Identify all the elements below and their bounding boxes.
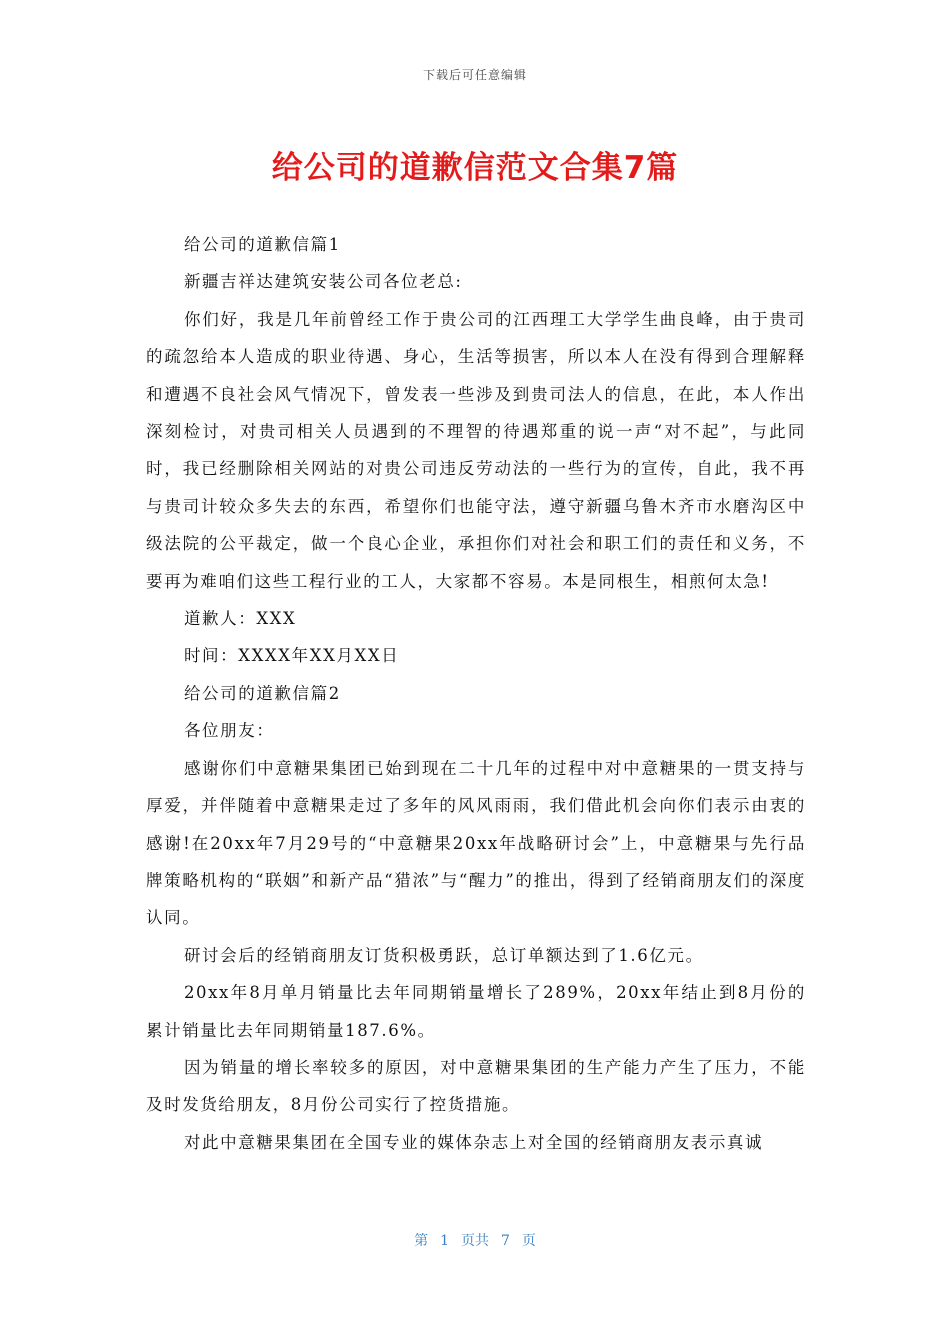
footer-page-number: 1 xyxy=(440,1233,449,1249)
paragraph: 你们好，我是几年前曾经工作于贵公司的江西理工大学学生曲良峰，由于贵司的疏忽给本人造成的职业待遇、身心，生活等损害，所以本人在没有得到合理解释和遭遇不良社会风气情况下，曾发表一些涉及到贵司法人的信息，在此，本人作出深刻检讨，对贵司相关人员遇到的不理智的待遇郑重的说一声“对不起”，与此同时，我已经删除相关网站的对贵公司违反劳动法的一些行为的宣传，自此，我不再与贵司计较众多失去的东西，希望你们也能守法，遵守新疆乌鲁木齐市水磨沟区中级法院的公平裁定，做一个良心企业，承担你们对社会和职工们的责任和义务，不要再为难咱们这些工程行业的工人，大家都不容易。本是同根生，相煎何太急! xyxy=(146,309,806,591)
paragraph: 给公司的道歉信篇2 xyxy=(183,683,341,703)
paragraph: 道歉人：XXX xyxy=(183,609,297,629)
page-header: 下载后可任意编辑 xyxy=(422,68,527,82)
paragraph: 各位朋友： xyxy=(183,721,275,741)
footer-prefix: 第 xyxy=(414,1233,429,1249)
paragraph: 新疆吉祥达建筑安装公司各位老总: xyxy=(183,272,463,292)
footer-suffix: 页 xyxy=(521,1233,536,1249)
paragraph: 研讨会后的经销商朋友订货积极勇跃，总订单额达到了1.6亿元。 xyxy=(183,945,704,965)
paragraph: 时间：XXXX年XX月XX日 xyxy=(183,646,400,666)
paragraph: 给公司的道歉信篇1 xyxy=(183,235,341,254)
page-footer xyxy=(0,1230,950,1250)
document-title: 给公司的道歉信范文合集7篇 xyxy=(271,150,679,186)
footer-total-pages: 7 xyxy=(501,1233,510,1249)
paragraph: 因为销量的增长率较多的原因，对中意糖果集团的生产能力产生了压力，不能及时发货给朋友，8月份公司实行了控货措施。 xyxy=(146,1057,806,1115)
footer-middle: 页共 xyxy=(461,1233,489,1249)
paragraph: 感谢你们中意糖果集团已始到现在二十几年的过程中对中意糖果的一贯支持与厚爱，并伴随着中意糖果走过了多年的风风雨雨，我们借此机会向你们表示由衷的感谢!在20xx年7月29号的“中意糖果20xx年战略研讨会”上，中意糖果与先行品牌策略机构的“联姻”和新产品“猎浓”与“醒力”的推出，得到了经销商朋友们的深度认同。 xyxy=(146,758,806,928)
paragraph: 20xx年8月单月销量比去年同期销量增长了289%，20xx年结止到8月份的累计销量比去年同期销量187.6%。 xyxy=(146,983,806,1040)
document-body xyxy=(146,226,806,1161)
paragraph: 对此中意糖果集团在全国专业的媒体杂志上对全国的经销商朋友表示真诚 xyxy=(183,1132,764,1152)
